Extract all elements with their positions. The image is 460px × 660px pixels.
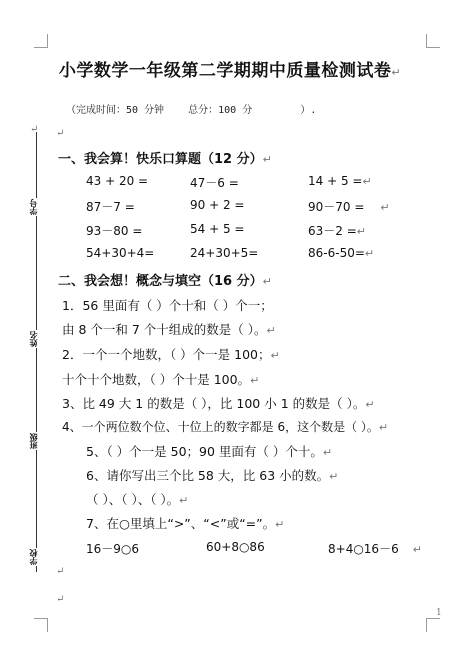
calc-problem: 43 + 20 = <box>86 174 149 188</box>
paragraph-mark-icon: ↵ <box>56 594 65 605</box>
binding-label-class: 班级 <box>29 433 38 449</box>
page-title <box>0 56 460 81</box>
calc-problem: 93－80 = <box>86 224 143 238</box>
crop-mark-bottom-right <box>426 618 440 632</box>
exam-info: （完成时间：50 分钟 总分：100 分 ）. <box>66 105 317 116</box>
calc-problem: 90－70 = ↵ <box>308 200 390 214</box>
question-line: 5、（ ）个一是 50；90 里面有（ ）个十。↵ <box>86 444 333 459</box>
calc-problem: 54+30+4= <box>86 246 155 260</box>
paragraph-mark-icon: ↵ <box>56 128 65 139</box>
page-number: 1 <box>436 608 442 618</box>
crop-mark-top-left <box>34 34 48 48</box>
section-2-heading: 二、我会想！概念与填空（16 分）↵ <box>58 274 272 289</box>
question-line: 1．56 里面有（ ）个十和（ ）个一； <box>62 298 273 313</box>
question-line: 十个十个地数，（ ）个十是 100。↵ <box>62 372 260 387</box>
question-line: 2．一个一个地数，（ ）个一是 100；↵ <box>62 347 280 362</box>
crop-mark-bottom-left <box>34 618 48 632</box>
answer-blanks: （ ）、（ ）、（ ）。↵ <box>86 492 189 507</box>
paragraph-mark-icon: ↵ <box>56 566 65 577</box>
question-line: 3、比 49 大 1 的数是（ ），比 100 小 1 的数是（ ）。↵ <box>62 396 375 411</box>
calc-problem: 90 + 2 = <box>190 198 245 212</box>
question-line: 7、在○里填上“>”、“<”或“=”。↵ <box>86 516 285 531</box>
compare-problem: 8+4○16－6 ↵ <box>328 542 422 556</box>
question-line: 6、请你写出三个比 58 大，比 63 小的数。↵ <box>86 468 339 483</box>
section-1-heading: 一、我会算！快乐口算题（12 分）↵ <box>58 152 272 167</box>
paragraph-mark-icon: ↵ <box>262 275 272 288</box>
calc-problem: 47－6 = <box>190 176 239 190</box>
calc-problem: 54 + 5 = <box>190 222 245 236</box>
question-line: 4、一个两位数个位、十位上的数字都是 6，这个数是（ ）。↵ <box>62 420 389 434</box>
binding-label-student-id: 学号 <box>29 199 38 215</box>
calc-problem: 24+30+5= <box>190 246 259 260</box>
calc-problem: 14 + 5 =↵ <box>308 174 372 188</box>
compare-problem: 16－9○6 <box>86 542 140 556</box>
calc-problem: 63－2 =↵ <box>308 224 366 238</box>
calc-problem: 86-6-50=↵ <box>308 246 375 260</box>
compare-problem: 60+8○86 <box>206 540 265 554</box>
paragraph-mark-icon: ↵ <box>262 153 272 166</box>
calc-problem: 87－7 = <box>86 200 135 214</box>
question-line: 由 8 个一和 7 个十组成的数是（ ）。↵ <box>62 322 276 337</box>
paragraph-mark-icon: ↵ <box>391 66 402 79</box>
binding-label-name: 姓名 <box>29 331 38 347</box>
paragraph-mark-icon: ↵ <box>30 124 39 135</box>
binding-label-school: 学校 <box>29 549 38 565</box>
crop-mark-top-right <box>426 34 440 48</box>
page-title-text: 小学数学一年级第二学期期中质量检测试卷 <box>58 61 392 81</box>
